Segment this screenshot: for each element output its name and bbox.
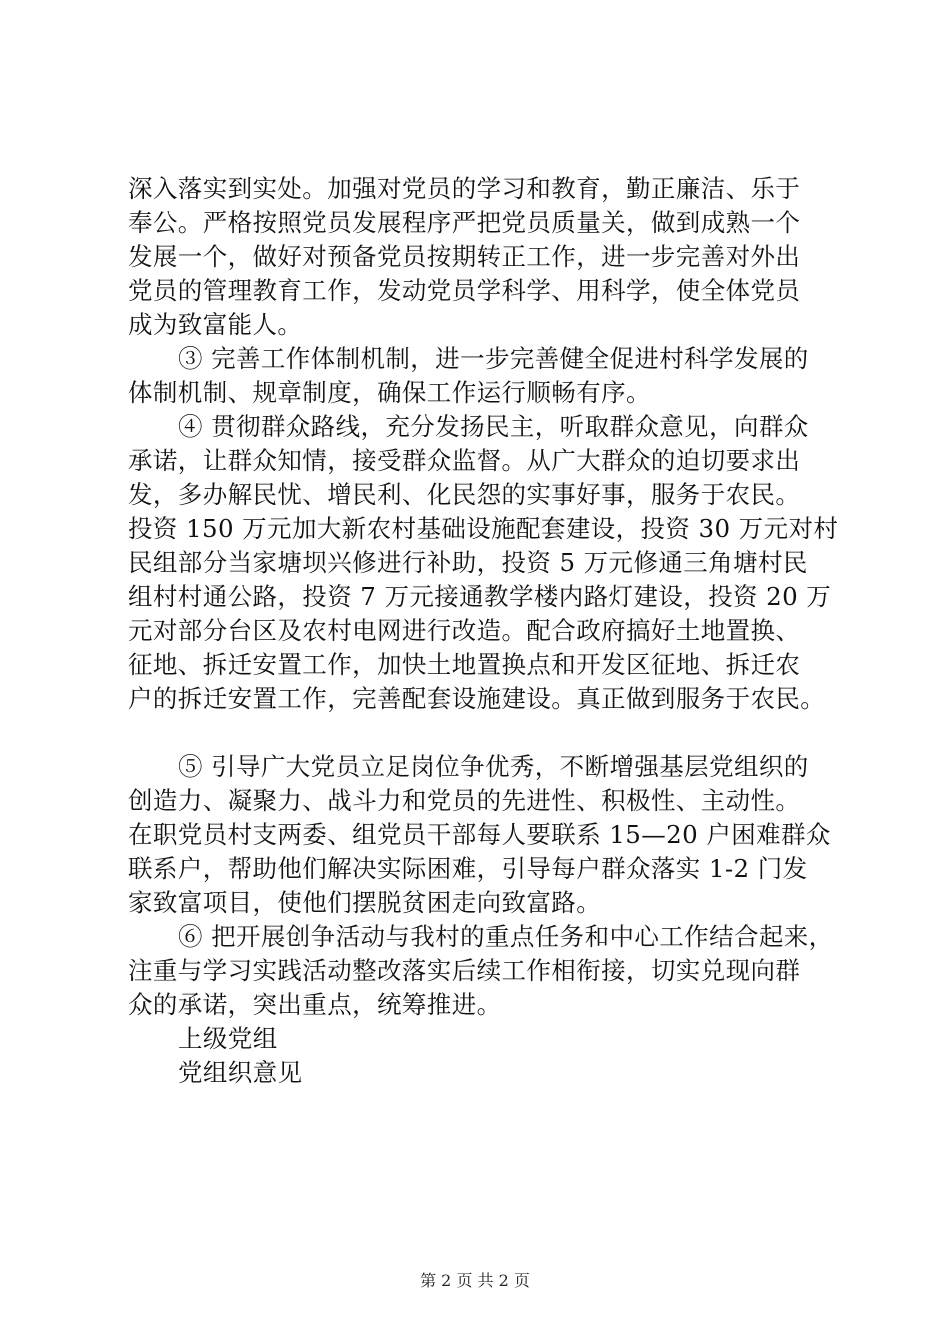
paragraph-line: 奉公。严格按照党员发展程序严把党员质量关，做到成熟一个 bbox=[128, 208, 801, 237]
signature-label-upper-party-group: 上级党组 bbox=[178, 1024, 278, 1053]
signature-label-party-opinion: 党组织意见 bbox=[178, 1058, 303, 1087]
paragraph-line: 注重与学习实践活动整改落实后续工作相衔接，切实兑现向群 bbox=[128, 956, 801, 985]
paragraph-line: 户的拆迁安置工作，完善配套设施建设。真正做到服务于农民。 bbox=[128, 684, 826, 713]
paragraph-line: 众的承诺，突出重点，统筹推进。 bbox=[128, 990, 502, 1019]
paragraph-line: 元对部分台区及农村电网进行改造。配合政府搞好土地置换、 bbox=[128, 616, 801, 645]
page-number-footer: 第 2 页 共 2 页 bbox=[420, 1271, 530, 1290]
paragraph-line: 组村村通公路，投资 7 万元接通教学楼内路灯建设，投资 20 万 bbox=[128, 582, 832, 611]
paragraph-line: 征地、拆迁安置工作，加快土地置换点和开发区征地、拆迁农 bbox=[128, 650, 801, 679]
paragraph-line: 在职党员村支两委、组党员干部每人要联系 15—20 户困难群众 bbox=[128, 820, 831, 849]
paragraph-line: 党员的管理教育工作，发动党员学科学、用科学，使全体党员 bbox=[128, 276, 801, 305]
paragraph-item-5-start: ⑤ 引导广大党员立足岗位争优秀，不断增强基层党组织的 bbox=[178, 752, 809, 781]
paragraph-line: 发，多办解民忧、增民利、化民怨的实事好事，服务于农民。 bbox=[128, 480, 801, 509]
paragraph-line: 联系户，帮助他们解决实际困难，引导每户群众落实 1-2 门发 bbox=[128, 854, 808, 883]
paragraph-item-4-start: ④ 贯彻群众路线，充分发扬民主，听取群众意见，向群众 bbox=[178, 412, 809, 441]
paragraph-line: 体制机制、规章制度，确保工作运行顺畅有序。 bbox=[128, 378, 651, 407]
paragraph-line: 深入落实到实处。加强对党员的学习和教育，勤正廉洁、乐于 bbox=[128, 174, 801, 203]
paragraph-item-3-start: ③ 完善工作体制机制，进一步完善健全促进村科学发展的 bbox=[178, 344, 809, 373]
paragraph-spacer bbox=[128, 716, 836, 750]
paragraph-line: 承诺，让群众知情，接受群众监督。从广大群众的迫切要求出 bbox=[128, 446, 801, 475]
paragraph-line: 发展一个，做好对预备党员按期转正工作，进一步完善对外出 bbox=[128, 242, 801, 271]
paragraph-item-6-start: ⑥ 把开展创争活动与我村的重点任务和中心工作结合起来， bbox=[178, 922, 834, 951]
paragraph-line: 创造力、凝聚力、战斗力和党员的先进性、积极性、主动性。 bbox=[128, 786, 801, 815]
paragraph-line: 民组部分当家塘坝兴修进行补助，投资 5 万元修通三角塘村民 bbox=[128, 548, 808, 577]
document-body bbox=[128, 172, 839, 1090]
paragraph-line: 投资 150 万元加大新农村基础设施配套建设，投资 30 万元对村 bbox=[128, 514, 839, 543]
paragraph-line: 家致富项目，使他们摆脱贫困走向致富路。 bbox=[128, 888, 602, 917]
paragraph-line: 成为致富能人。 bbox=[128, 310, 303, 339]
